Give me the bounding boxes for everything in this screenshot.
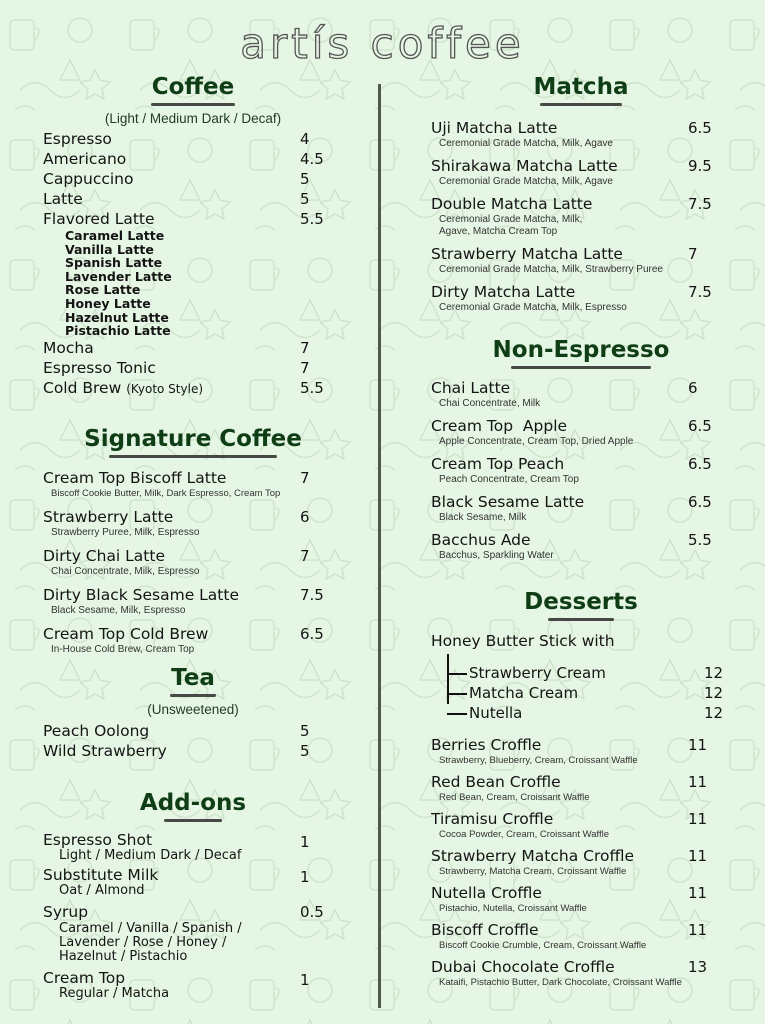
section-coffee (43, 72, 343, 399)
price: 6.5 (300, 625, 324, 643)
addon-options: Light / Medium Dark / Decaf (59, 848, 242, 863)
title-underline (548, 618, 614, 621)
flavor-option: Spanish Latte (65, 255, 163, 271)
price: 4 (300, 130, 310, 148)
item-description: Biscoff Cookie Butter, Milk, Dark Espresso, Cream Top (51, 488, 281, 499)
menu-item: Cream Top Biscoff Latte 7 Biscoff Cookie Butter, Milk, Dark Espresso, Cream Top (43, 468, 343, 500)
price: 12 (704, 684, 724, 702)
menu-item: Berries Croffle 11 Strawberry, Blueberry, Cream, Croissant Waffle (431, 735, 731, 767)
price: 9.5 (688, 157, 712, 175)
item-description: Ceremonial Grade Matcha, Milk, Espresso (439, 302, 627, 313)
price: 6 (688, 379, 698, 397)
item-description: Ceremonial Grade Matcha, Milk, (439, 214, 583, 225)
menu-item: Double Matcha Latte 7.5 Ceremonial Grade Matcha, Milk, Agave, Matcha Cream Top (431, 194, 731, 238)
honey-option: Matcha Cream 12 (469, 683, 731, 703)
addon-item: Espresso Shot 1 Light / Medium Dark / Decaf (43, 832, 343, 863)
menu-item: Americano 4.5 (43, 150, 324, 168)
tree-bracket (447, 654, 469, 704)
price: 6.5 (688, 417, 712, 435)
price: 1 (300, 971, 310, 989)
flavor-option: Honey Latte (65, 295, 151, 311)
flavor-option: Pistachio Latte (65, 323, 171, 339)
section-title: Non-Espresso (492, 337, 670, 363)
price: 0.5 (300, 903, 324, 921)
section-title: Coffee (151, 74, 235, 100)
section-note: (Unsweetened) (147, 702, 239, 717)
price: 11 (688, 736, 708, 754)
title-underline (109, 455, 277, 458)
menu-item: Cream Top Apple 6.5 Apple Concentrate, Cream Top, Dried Apple (431, 416, 731, 448)
price: 7.5 (300, 586, 324, 604)
menu-item: Strawberry Matcha Croffle 11 Strawberry, Matcha Cream, Croissant Waffle (431, 846, 731, 878)
item-description: Kataifi, Pistachio Butter, Dark Chocolate, Croissant Waffle (439, 977, 682, 988)
title-underline (540, 103, 622, 106)
item-description: Red Bean, Cream, Croissant Waffle (439, 792, 590, 803)
price: 6.5 (688, 493, 712, 511)
honey-option: Nutella 12 (469, 703, 731, 723)
addon-options: Regular / Matcha (59, 986, 170, 1001)
item-description: Ceremonial Grade Matcha, Milk, Strawberry Puree (439, 264, 663, 275)
section-title: Tea (171, 665, 215, 691)
menu-item: Cold Brew (Kyoto Style) 5.5 (43, 378, 324, 397)
price: 7.5 (688, 195, 712, 213)
price: 5.5 (300, 378, 324, 397)
menu-item: Espresso Tonic 7 (43, 358, 310, 377)
item-description: Black Sesame, Milk (439, 512, 527, 523)
price: 5 (300, 170, 310, 188)
title-underline (511, 366, 651, 369)
price: 12 (704, 664, 724, 682)
honey-option: Strawberry Cream 12 (469, 663, 731, 683)
menu-item: Shirakawa Matcha Latte 9.5 Ceremonial Grade Matcha, Milk, Agave (431, 156, 731, 188)
item-description: Biscoff Cookie Crumble, Cream, Croissant Waffle (439, 940, 647, 951)
menu-item: Dirty Black Sesame Latte 7.5 Black Sesame, Milk, Espresso (43, 585, 343, 617)
title-underline (151, 103, 235, 106)
column-divider (378, 84, 381, 1008)
honey-butter-stick-header: Honey Butter Stick with (431, 632, 615, 650)
item-description: Strawberry, Blueberry, Cream, Croissant Waffle (439, 755, 638, 766)
menu-item: Wild Strawberry 5 (43, 742, 310, 760)
section-note: (Light / Medium Dark / Decaf) (104, 111, 282, 126)
flavor-option: Vanilla Latte (65, 241, 154, 257)
menu-item: Uji Matcha Latte 6.5 Ceremonial Grade Matcha, Milk, Agave (431, 118, 731, 150)
menu-item: Biscoff Croffle 11 Biscoff Cookie Crumble, Cream, Croissant Waffle (431, 920, 731, 952)
price: 1 (300, 833, 310, 851)
section-tea (43, 663, 343, 761)
flavor-option: Hazelnut Latte (65, 309, 169, 325)
menu-item: Tiramisu Croffle 11 Cocoa Powder, Cream, Croissant Waffle (431, 809, 731, 841)
item-description: Bacchus, Sparkling Water (439, 550, 554, 561)
item-description: Pistachio, Nutella, Croissant Waffle (439, 903, 587, 914)
section-non-espresso (431, 335, 731, 562)
section-title: Desserts (524, 589, 638, 615)
price: 7.5 (688, 283, 712, 301)
menu-item: Red Bean Croffle 11 Red Bean, Cream, Croissant Waffle (431, 772, 731, 804)
price: 6 (300, 508, 310, 526)
menu-item: Cappuccino 5 (43, 170, 310, 188)
addon-options: Lavender / Rose / Honey / (59, 935, 227, 950)
item-description: In-House Cold Brew, Cream Top (51, 644, 195, 655)
addon-item: Substitute Milk 1 Oat / Almond (43, 867, 343, 898)
section-matcha (431, 72, 731, 314)
price: 6.5 (688, 455, 712, 473)
addon-options: Caramel / Vanilla / Spanish / (59, 921, 242, 936)
item-description: Peach Concentrate, Cream Top (439, 474, 579, 485)
brand-logo: artís coffee (240, 19, 525, 68)
menu-item: Dirty Matcha Latte 7.5 Ceremonial Grade Matcha, Milk, Espresso (431, 282, 731, 314)
section-desserts (431, 587, 731, 989)
menu-item: Strawberry Matcha Latte 7 Ceremonial Grade Matcha, Milk, Strawberry Puree (431, 244, 731, 276)
item-description: Ceremonial Grade Matcha, Milk, Agave (439, 176, 613, 187)
price: 5 (300, 190, 310, 208)
menu-item: Black Sesame Latte 6.5 Black Sesame, Milk (431, 492, 731, 524)
menu-item: Latte 5 (43, 190, 310, 208)
item-suffix: (Kyoto Style) (126, 381, 204, 396)
section-add-ons (43, 788, 343, 1001)
menu-item: Espresso 4 (43, 130, 310, 148)
menu-item: Chai Latte 6 Chai Concentrate, Milk (431, 378, 731, 410)
menu-item: Bacchus Ade 5.5 Bacchus, Sparkling Water (431, 530, 731, 562)
section-title: Signature Coffee (84, 426, 302, 452)
addon-item: Cream Top 1 Regular / Matcha (43, 970, 343, 1001)
price: 7 (300, 358, 310, 377)
price: 5.5 (300, 210, 324, 228)
price: 13 (688, 958, 708, 976)
section-signature-coffee (43, 424, 343, 656)
flavor-option: Caramel Latte (65, 228, 165, 243)
price: 11 (688, 847, 708, 865)
section-title: Matcha (533, 74, 629, 100)
price: 11 (688, 810, 708, 828)
honey-butter-options-tree (447, 663, 731, 723)
menu-item: Strawberry Latte 6 Strawberry Puree, Milk, Espresso (43, 507, 343, 539)
menu-item: Cream Top Cold Brew 6.5 In-House Cold Brew, Cream Top (43, 624, 343, 656)
price: 7 (300, 338, 310, 357)
item-description: Agave, Matcha Cream Top (439, 226, 558, 237)
item-description: Apple Concentrate, Cream Top, Dried Apple (439, 436, 634, 447)
price: 5.5 (688, 531, 712, 549)
addon-options: Oat / Almond (59, 883, 145, 898)
menu-item: Cream Top Peach 6.5 Peach Concentrate, Cream Top (431, 454, 731, 486)
price: 7 (688, 245, 698, 263)
price: 7 (300, 469, 310, 487)
price: 7 (300, 547, 310, 565)
title-underline (164, 819, 222, 822)
item-description: Black Sesame, Milk, Espresso (51, 605, 186, 616)
item-description: Cocoa Powder, Cream, Croissant Waffle (439, 829, 610, 840)
item-description: Chai Concentrate, Milk (439, 398, 541, 409)
item-description: Chai Concentrate, Milk, Espresso (51, 566, 200, 577)
price: 12 (704, 704, 724, 722)
price: 6.5 (688, 119, 712, 137)
menu-item: Mocha 7 (43, 338, 310, 357)
price: 5 (300, 722, 310, 740)
addon-options: Hazelnut / Pistachio (59, 949, 188, 964)
flavor-option: Lavender Latte (65, 268, 172, 284)
item-description: Strawberry Puree, Milk, Espresso (51, 527, 200, 538)
menu-item: Dirty Chai Latte 7 Chai Concentrate, Milk, Espresso (43, 546, 343, 578)
addon-item: Syrup 0.5 Caramel / Vanilla / Spanish / Lavender / Rose / Honey / Hazelnut / Pistachio (43, 902, 343, 964)
menu-item: Peach Oolong 5 (43, 722, 310, 740)
price: 11 (688, 921, 708, 939)
price: 5 (300, 742, 310, 760)
price: 11 (688, 773, 708, 791)
item-description: Ceremonial Grade Matcha, Milk, Agave (439, 138, 613, 149)
item-description: Strawberry, Matcha Cream, Croissant Waffle (439, 866, 627, 877)
menu-item: Nutella Croffle 11 Pistachio, Nutella, Croissant Waffle (431, 883, 731, 915)
price: 1 (300, 868, 310, 886)
flavor-option: Rose Latte (65, 282, 141, 298)
section-title: Add-ons (139, 790, 247, 816)
price: 4.5 (300, 150, 324, 168)
price: 11 (688, 884, 708, 902)
title-underline (170, 694, 216, 697)
menu-item: Flavored Latte 5.5 (43, 210, 324, 228)
menu-item: Dubai Chocolate Croffle 13 Kataifi, Pistachio Butter, Dark Chocolate, Croissant Waffle (431, 957, 731, 989)
